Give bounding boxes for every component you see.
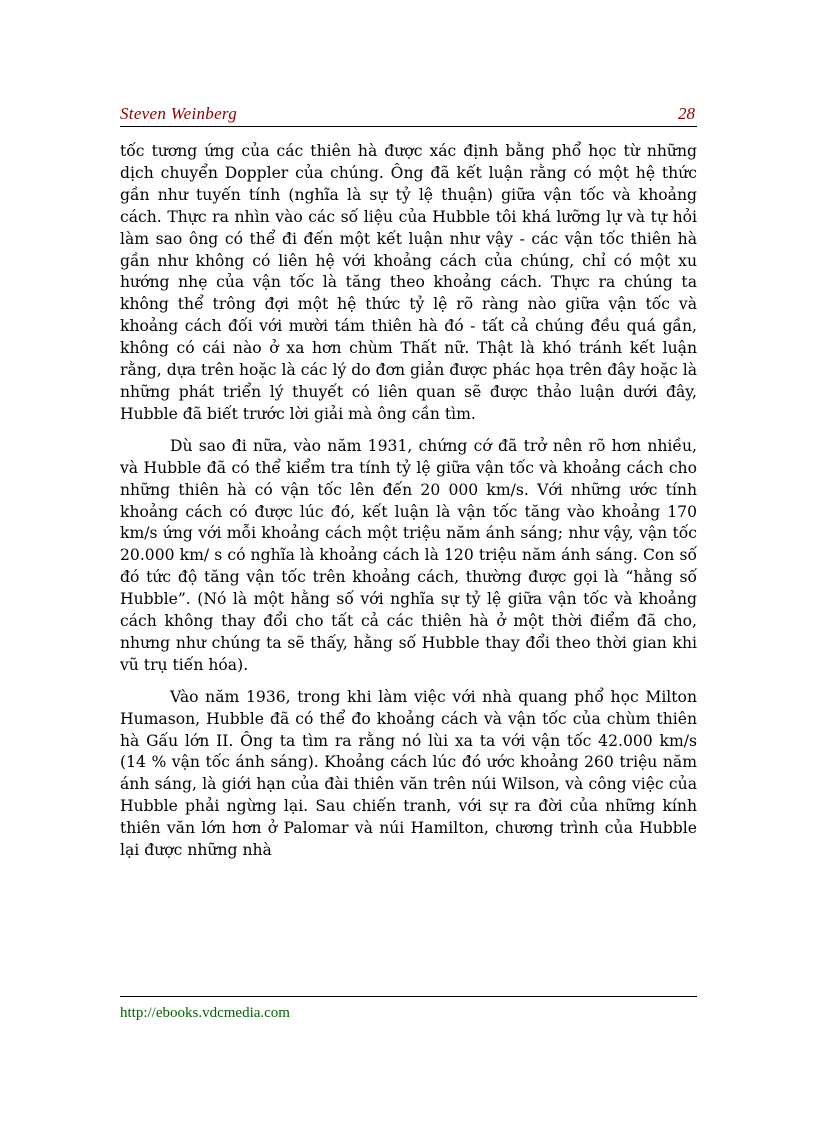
paragraph-2: Dù sao đi nữa, vào năm 1931, chứng cớ đã trở nên rõ hơn nhiều, và Hubble đã có thể kiểm tra tính tỷ lệ giữa vận tốc và khoảng cách cho những thiên hà có vận tốc lên đến 20 000 km/s. Với những ước tính khoảng cách có được lúc đó, kết luận là vận tốc tăng vào khoảng 170 km/s ứng với mỗi khoảng cách một triệu năm ánh sáng; như vậy, vận tốc 20.000 km/ s có nghĩa là khoảng cách là 120 triệu năm ánh sáng. Con số đó tức độ tăng vận tốc trên khoảng cách, thường được gọi là “hằng số Hubble”. (Nó là một hằng số với nghĩa sự tỷ lệ giữa vận tốc và khoảng cách không thay đổi cho tất cả các thiên hà ở một thời điểm đã cho, nhưng như chúng ta sẽ thấy, hằng số Hubble thay đổi theo thời gian khi vũ trụ tiến hóa). [120,436,697,674]
footer-divider [120,996,697,997]
paragraph-3: Vào năm 1936, trong khi làm việc với nhà quang phổ học Milton Humason, Hubble đã có thể đo khoảng cách và vận tốc của chùm thiên hà Gấu lớn II. Ông ta tìm ra rằng nó lùi xa ta với vận tốc 42.000 km/s (14 % vận tốc ánh sáng). Khoảng cách lúc đó ước khoảng 260 triệu năm ánh sáng, là giới hạn của đài thiên văn trên núi Wilson, và công việc của Hubble phải ngừng lại. Sau chiến tranh, với sự ra đời của những kính thiên văn lớn hơn ở Palomar và núi Hamilton, chương trình của Hubble lại được những nhà [120,687,697,860]
paragraph-1: tốc tương ứng của các thiên hà được xác định bằng phổ học từ những dịch chuyển Doppler của chúng. Ông đã kết luận rằng có một hệ thức gần như tuyến tính (nghĩa là sự tỷ lệ thuận) giữa vận tốc và khoảng cách. Thực ra nhìn vào các số liệu của Hubble tôi khá lưỡng lự và tự hỏi làm sao ông có thể đi đến một kết luận như vậy - các vận tốc thiên hà gần như không có liên hệ với khoảng cách của chúng, chỉ có một xu hướng nhẹ của vận tốc là tăng theo khoảng cách. Thực ra chúng ta không thể trông đợi một hệ thức tỷ lệ rõ ràng nào giữa vận tốc và khoảng cách đối với mười tám thiên hà đó - tất cả chúng đều quá gần, không có cái nào ở xa hơn chùm Thất nữ. Thật là khó tránh kết luận rằng, dựa trên hoặc là các lý do đơn giản được phác họa trên đây hoặc là những phát triển lý thuyết có liên quan sẽ được thảo luận dưới đây, Hubble đã biết trước lời giải mà ông cần tìm. [120,142,697,423]
body-text [120,141,697,862]
footer-link[interactable]: http://ebooks.vdcmedia.com [120,1005,290,1021]
running-header-author: Steven Weinberg [120,104,238,123]
page-number: 28 [678,104,695,123]
page-header [120,104,697,127]
